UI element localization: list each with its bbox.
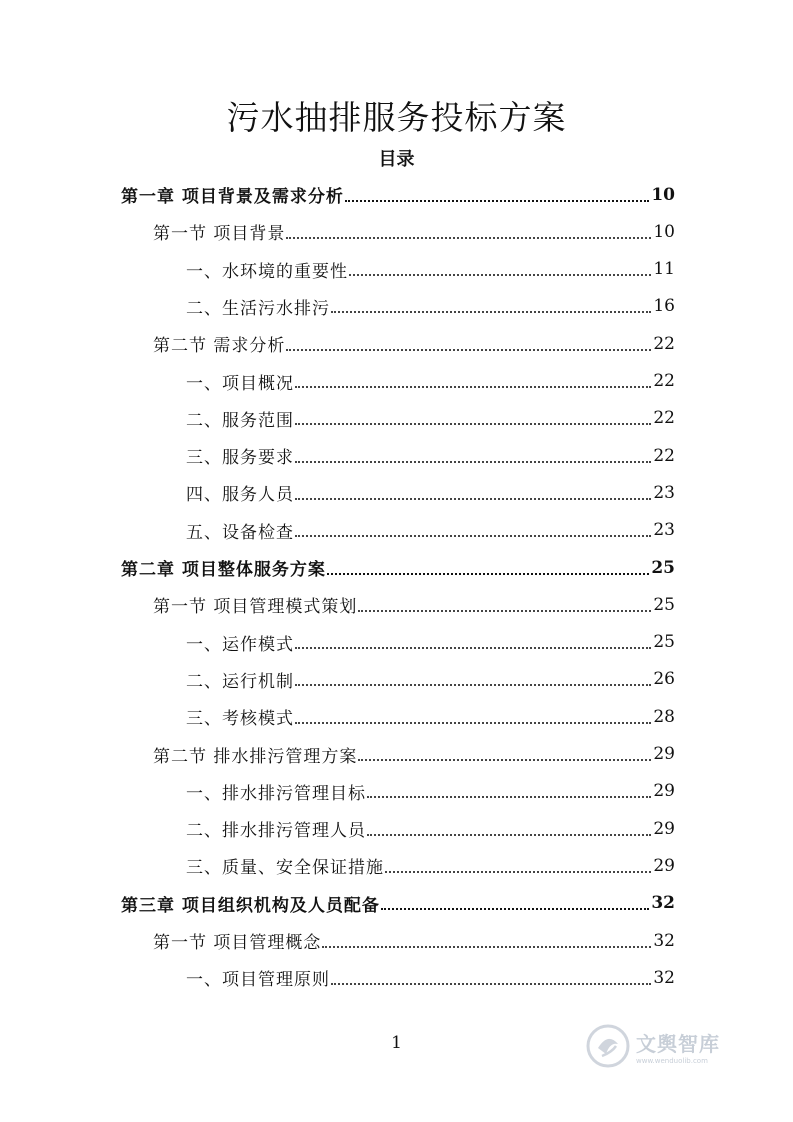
toc-entry-page: 29: [653, 744, 675, 764]
toc-entry[interactable]: [153, 325, 675, 362]
toc-entry-page: 25: [653, 632, 675, 653]
toc-entry-label: 一、运作模式: [186, 634, 294, 655]
toc-entry[interactable]: [186, 698, 675, 735]
toc-leader-dots: [367, 796, 651, 798]
toc-leader-dots: [385, 871, 651, 873]
toc-leader-dots: [345, 200, 649, 202]
wendu-logo-icon: [586, 1024, 630, 1068]
toc-entry-page: 22: [653, 408, 675, 429]
toc-entry-label: 第一节 项目管理模式策划: [153, 597, 358, 618]
toc-entry-label: 二、服务范围: [186, 410, 294, 431]
toc-leader-dots: [349, 274, 651, 276]
toc-entry[interactable]: [186, 773, 675, 810]
toc-entry[interactable]: [186, 437, 675, 474]
toc-entry-page: 28: [653, 706, 675, 727]
toc-entry-label: 三、考核模式: [186, 709, 294, 730]
toc-entry[interactable]: [121, 885, 675, 922]
toc-entry-page: 11: [653, 259, 675, 280]
toc-leader-dots: [295, 423, 651, 425]
toc-entry-label: 一、项目管理原则: [186, 970, 330, 991]
toc-entry-page: 10: [653, 221, 675, 242]
toc-entry-page: 10: [651, 184, 675, 205]
toc-entry[interactable]: [121, 176, 675, 213]
toc-entry[interactable]: [186, 661, 675, 698]
toc-entry-label: 第二节 排水排污管理方案: [153, 746, 358, 767]
toc-entry[interactable]: [186, 288, 675, 325]
toc-leader-dots: [295, 647, 651, 649]
toc-entry-page: 22: [653, 333, 675, 354]
toc-entry-page: 32: [651, 893, 675, 914]
toc-leader-dots: [286, 237, 651, 239]
toc-heading: 目录: [378, 149, 415, 170]
toc-entry-page: 32: [653, 967, 675, 988]
toc-entry-label: 二、运行机制: [186, 671, 294, 692]
toc-entry-label: 三、质量、安全保证措施: [186, 858, 384, 879]
toc-entry-page: 23: [653, 520, 675, 541]
toc-entry-label: 一、排水排污管理目标: [186, 783, 366, 804]
toc-leader-dots: [322, 946, 651, 948]
toc-entry[interactable]: [153, 586, 675, 623]
toc-entry-page: 16: [653, 296, 675, 317]
toc-leader-dots: [327, 573, 649, 575]
watermark: [586, 1018, 756, 1074]
toc-entry[interactable]: [186, 624, 675, 661]
toc-entry[interactable]: [153, 922, 675, 959]
toc-entry[interactable]: [186, 400, 675, 437]
toc-entry-label: 一、水环境的重要性: [186, 261, 348, 282]
toc-leader-dots: [295, 684, 651, 686]
toc-entry[interactable]: [186, 847, 675, 884]
toc-entry-page: 25: [651, 557, 675, 578]
toc-entry[interactable]: [153, 213, 675, 250]
toc-entry[interactable]: [186, 251, 675, 288]
toc-entry-label: 第一节 项目管理概念: [153, 933, 322, 953]
document-title: 污水抽排服务投标方案: [226, 98, 567, 137]
toc-leader-dots: [358, 610, 651, 612]
toc-entry[interactable]: [186, 810, 675, 847]
toc-entry-label: 四、服务人员: [186, 485, 294, 506]
toc-entry-page: 23: [653, 482, 675, 503]
toc-entry-label: 三、服务要求: [186, 448, 294, 469]
toc-entry[interactable]: [186, 474, 675, 511]
toc-entry-page: 22: [653, 371, 675, 391]
toc-leader-dots: [381, 908, 649, 910]
toc-entry-label: 二、生活污水排污: [186, 298, 330, 319]
toc-entry[interactable]: [153, 736, 675, 773]
toc-leader-dots: [295, 461, 651, 463]
toc-leader-dots: [295, 535, 651, 537]
toc-leader-dots: [286, 349, 651, 351]
toc-leader-dots: [367, 834, 651, 836]
toc-entry-page: 29: [653, 818, 675, 839]
toc-entry[interactable]: [186, 363, 675, 400]
toc-entry[interactable]: [186, 512, 675, 549]
toc-entry-page: 29: [653, 855, 675, 876]
toc-entry-label: 二、排水排污管理人员: [186, 821, 366, 842]
toc-entry[interactable]: [121, 549, 675, 586]
toc-leader-dots: [295, 386, 651, 388]
toc-leader-dots: [331, 983, 651, 985]
toc-entry-page: 25: [653, 594, 675, 615]
watermark-text: 文舆智库: [636, 1031, 720, 1056]
toc-entry-page: 26: [653, 669, 675, 690]
toc-entry-label: 五、设备检查: [186, 522, 294, 543]
toc-leader-dots: [358, 759, 651, 761]
watermark-url: www.wenduolib.com: [636, 1056, 708, 1065]
toc-leader-dots: [331, 311, 651, 313]
toc-entry-label: 第一节 项目背景: [153, 224, 286, 245]
toc-entry-label: 第二节 需求分析: [153, 336, 286, 357]
toc-entry-label: 第三章 项目组织机构及人员配备: [121, 895, 380, 916]
toc-leader-dots: [295, 498, 651, 500]
toc-entry-page: 29: [653, 781, 675, 802]
toc-entry-page: 32: [653, 930, 675, 951]
toc-entry-label: 第二章 项目整体服务方案: [121, 560, 326, 580]
page-number: 1: [391, 1033, 402, 1053]
toc-entry-label: 一、项目概况: [186, 373, 294, 394]
toc-entry[interactable]: [186, 959, 675, 996]
toc-leader-dots: [295, 722, 651, 724]
toc-entry-label: 第一章 项目背景及需求分析: [121, 187, 344, 207]
toc-entry-page: 22: [653, 445, 675, 466]
